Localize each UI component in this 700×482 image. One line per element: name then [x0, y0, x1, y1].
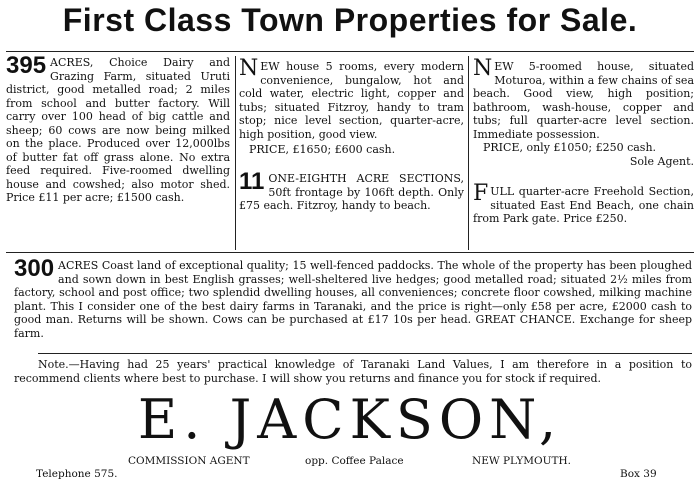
footer-role: COMMISSION AGENT [128, 455, 250, 467]
sole-agent: Sole Agent. [629, 154, 694, 168]
listing-dropcap: F [473, 181, 489, 206]
listing-text: ONE-EIGHTH ACRE SECTIONS, 50ft frontage by 106ft depth. Only £75 each. Fitzroy, handy to beach. [239, 172, 464, 212]
listing-price: PRICE, only £1050; £250 cash. [483, 141, 657, 154]
listing-text: ULL quarter-acre Freehold Section, situated East End Beach, one chain from Park gate. Price £250. [473, 185, 694, 225]
listing-price: PRICE, £1650; £600 cash. [249, 143, 396, 156]
column-divider [235, 56, 236, 250]
listing-number: 300 [14, 255, 55, 282]
listing-freehold [473, 181, 694, 226]
listing-moturoa [473, 56, 694, 168]
note-rule [38, 353, 692, 354]
agent-name: E. JACKSON, [137, 388, 563, 451]
footer-box: Box 39 [620, 468, 657, 480]
listing-number: 11 [239, 168, 265, 195]
listing-number: 395 [6, 52, 47, 79]
footer-telephone: Telephone 575. [36, 468, 118, 480]
listing-text: ACRES, Choice Dairy and Grazing Farm, situated Uruti district, good metalled road; 2 miles from school and butter factory. Will carry over 100 head of big cattle and sheep; 60 cows are now being milked on the place. Produced over 12,000lbs of butter fat off grass alone. No extra feed required. Five-roomed dwelling house and cowshed; also motor shed. Price £11 per acre; £1500 cash. [6, 56, 230, 204]
listing-300 [14, 255, 692, 340]
section-rule [6, 252, 694, 253]
listing-text: ACRES Coast land of exceptional quality; 15 well-fenced paddocks. The whole of the property has been ploughed and sown down in best English grasses; well-sheltered live hedges; good metalled road; situated 2½ miles from factory, school and post office; two splendid dwelling houses, all conveniences; concrete floor cowshed, milking machine plant. This I consider one of the best dairy farms in Taranaki, and the price is right—only £58 per acre, £2000 cash to good man. Returns will be shown. Cows can be purchased at £17 10s per head. GREAT CHANCE. Exchange for sheep farm. [14, 259, 692, 340]
listing-dropcap: N [473, 56, 493, 81]
column-divider [468, 56, 469, 250]
headline: First Class Town Properties for Sale. [62, 2, 638, 38]
top-rule [6, 51, 694, 52]
footer-address: opp. Coffee Palace [305, 455, 404, 467]
listing-dropcap: N [239, 56, 259, 81]
listing-text: EW 5-roomed house, situated Moturoa, within a few chains of sea beach. Good view, high position; bathroom, wash-house, copper and tubs; full quarter-acre level section. Immediate possession. [473, 60, 694, 141]
note-text: Note.—Having had 25 years' practical knowledge of Taranaki Land Values, I am therefore in a position to recommend clients where best to purchase. I will show you returns and finance you for stock if required. [14, 358, 692, 385]
listing-new-house [239, 56, 464, 157]
note [14, 358, 692, 385]
footer-town: NEW PLYMOUTH. [472, 455, 571, 467]
listing-sections [239, 168, 464, 213]
listing-text: EW house 5 rooms, every modern convenience, bungalow, hot and cold water, electric light, copper and tubs; situated Fitzroy, handy to tram stop; nice level section, quarter-acre, high position, good view. [239, 60, 464, 141]
listing-395 [6, 52, 230, 205]
